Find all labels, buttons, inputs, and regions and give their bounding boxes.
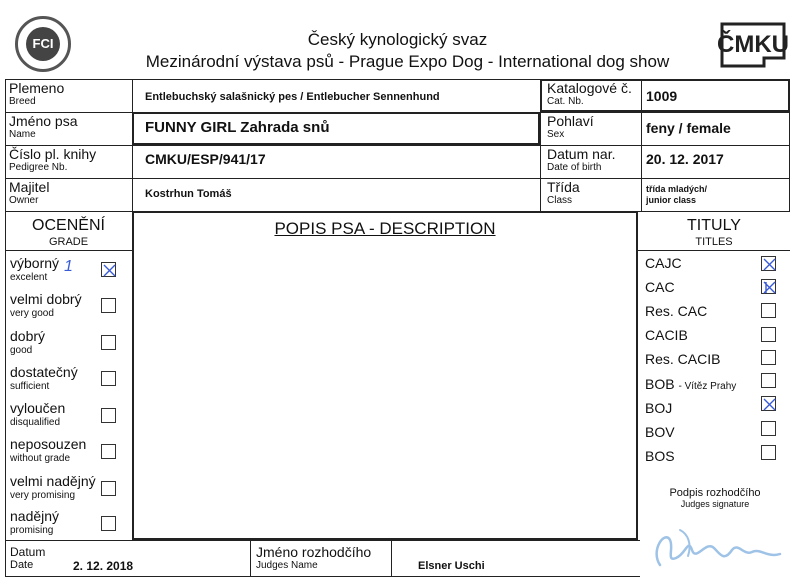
owner-label: Majitel Owner: [9, 179, 50, 206]
dob-value: 20. 12. 2017: [646, 151, 724, 167]
row-sep-3: [5, 178, 540, 179]
date-label: Datum Date: [10, 545, 46, 571]
sex-value: feny / female: [646, 120, 731, 136]
title-checkbox-cac[interactable]: [761, 279, 776, 294]
description-box: [132, 211, 638, 540]
grade-item-promising: nadějný promising: [10, 508, 60, 536]
title-item-bov: BOV: [645, 424, 675, 440]
grade-checkbox-disqualified[interactable]: [101, 408, 116, 423]
cmku-logo-text: ČMKU: [718, 31, 788, 58]
dob-label: Datum nar. Date of birth: [547, 146, 616, 173]
class-value-line2: junior class: [646, 195, 697, 205]
grade-item-without-grade: neposouzen without grade: [10, 436, 87, 464]
class-value-line1: třída mladých/: [646, 184, 708, 194]
breed-label: Plemeno Breed: [9, 80, 65, 107]
grade-item-excelent: výborný excelent: [10, 255, 60, 283]
footer-top-sep: [5, 540, 640, 541]
frame-bottom: [5, 576, 640, 577]
judge-name-value: Elsner Uschi: [418, 560, 485, 572]
description-title: POPIS PSA - DESCRIPTION: [274, 219, 496, 238]
catalog-label: Katalogové č. Cat. Nb.: [547, 80, 632, 107]
col-sep-left: [132, 79, 133, 212]
fci-logo-text: FCI: [26, 27, 60, 61]
title-item-cac: CAC: [645, 279, 675, 295]
title-item-res-cac: Res. CAC: [645, 303, 708, 319]
signature-sublabel: Judges signature: [680, 499, 750, 509]
organization-title: Český kynologický svaz: [307, 30, 488, 49]
catalog-value: 1009: [646, 88, 678, 104]
grade-checkbox-excelent[interactable]: [101, 262, 116, 277]
title-item-res-cacib: Res. CACIB: [645, 351, 721, 367]
owner-value: Kostrhun Tomáš: [145, 188, 232, 200]
grade-subtitle: GRADE: [48, 236, 89, 248]
titles-header-sep: [638, 250, 790, 251]
title-checkbox-bov[interactable]: [761, 421, 776, 436]
title-checkbox-cacib[interactable]: [761, 327, 776, 342]
title-checkbox-boj[interactable]: [761, 396, 776, 411]
grade-header-sep: [5, 250, 132, 251]
pedigree-label: Číslo pl. knihy Pedigree Nb.: [9, 146, 97, 173]
date-value: 2. 12. 2018: [73, 559, 134, 573]
name-label: Jméno psa Name: [9, 113, 78, 140]
grade-checkbox-without-grade[interactable]: [101, 444, 116, 459]
grade-item-sufficient: dostatečný sufficient: [10, 364, 78, 392]
grade-item-disqualified: vyloučen disqualified: [10, 400, 66, 428]
title-checkbox-res-cacib[interactable]: [761, 350, 776, 365]
grade-checkbox-sufficient[interactable]: [101, 371, 116, 386]
titles-title: TITULY: [687, 217, 741, 234]
title-checkbox-res-cac[interactable]: [761, 303, 776, 318]
pedigree-value: CMKU/ESP/941/17: [145, 151, 266, 167]
grade-checkbox-very-promising[interactable]: [101, 481, 116, 496]
judge-name-label: Jméno rozhodčího Judges Name: [256, 544, 372, 571]
grade-checkbox-promising[interactable]: [101, 516, 116, 531]
show-title: Mezinárodní výstava psů - Prague Expo Dog - International dog show: [145, 52, 670, 71]
title-checkbox-bos[interactable]: [761, 445, 776, 460]
title-item-boj: BOJ: [645, 400, 673, 416]
title-checkbox-bob[interactable]: [761, 373, 776, 388]
frame-left: [5, 79, 6, 576]
title-checkbox-cajc[interactable]: [761, 256, 776, 271]
footer-sep-1: [250, 540, 251, 576]
signature-label: Podpis rozhodčího: [669, 487, 761, 499]
grade-checkbox-good[interactable]: [101, 335, 116, 350]
judge-signature: [640, 510, 790, 576]
grade-checkbox-very-good[interactable]: [101, 298, 116, 313]
grade-title: OCENĚNÍ: [32, 217, 105, 234]
grade-item-very-good: velmi dobrý very good: [10, 291, 82, 319]
titles-subtitle: TITLES: [695, 236, 733, 248]
class-label: Třída Class: [547, 179, 580, 206]
class-value: [646, 184, 707, 206]
title-item-cajc: CAJC: [645, 255, 682, 271]
title-item-cacib: CACIB: [645, 327, 688, 343]
breed-value: Entlebuchský salašnický pes / Entlebucher Sennenhund: [145, 91, 440, 103]
name-value: FUNNY GIRL Zahrada snů: [145, 119, 330, 136]
footer-sep-2: [391, 540, 392, 576]
grade-item-good: dobrý good: [10, 328, 46, 356]
title-item-bos: BOS: [645, 448, 675, 464]
grade-handwritten-mark: 1: [64, 258, 73, 275]
sex-label: Pohlaví Sex: [547, 113, 594, 140]
cmku-logo: [718, 20, 788, 70]
title-item-bob: BOB - Vítěz Prahy: [645, 376, 737, 392]
grade-item-very-promising: velmi nadějný very promising: [10, 473, 96, 501]
